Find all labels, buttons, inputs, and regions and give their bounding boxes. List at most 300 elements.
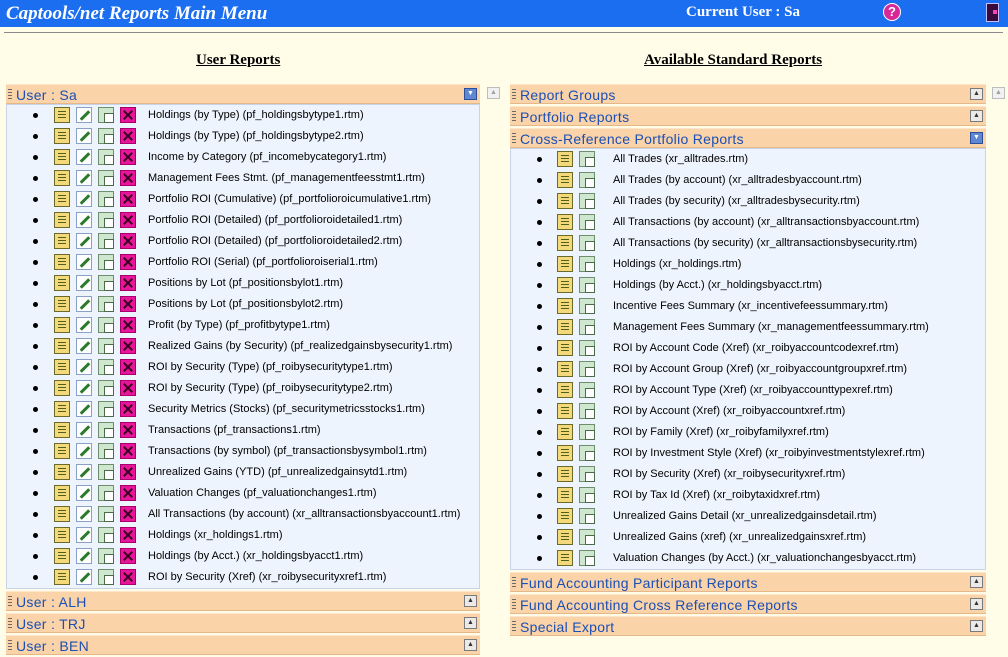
copy-report-icon[interactable] bbox=[98, 296, 114, 312]
report-row bbox=[511, 380, 985, 401]
view-report-icon[interactable] bbox=[54, 380, 70, 396]
edit-report-icon[interactable] bbox=[76, 296, 92, 312]
drag-grip-icon[interactable] bbox=[512, 89, 516, 100]
view-report-icon[interactable] bbox=[557, 529, 573, 545]
report-row bbox=[7, 336, 479, 357]
expand-toggle-icon[interactable]: ▲ bbox=[464, 639, 477, 651]
copy-report-icon[interactable] bbox=[98, 485, 114, 501]
view-report-icon[interactable] bbox=[557, 487, 573, 503]
bullet-icon bbox=[33, 449, 38, 454]
report-link[interactable]: ROI by Family (Xref) (xr_roibyfamilyxref.rtm) bbox=[613, 426, 829, 438]
bullet-icon bbox=[33, 407, 38, 412]
report-link[interactable]: Profit (by Type) (pf_profitbytype1.rtm) bbox=[148, 319, 330, 331]
view-report-icon[interactable] bbox=[54, 485, 70, 501]
edit-report-icon[interactable] bbox=[76, 359, 92, 375]
report-link[interactable]: ROI by Investment Style (Xref) (xr_roibyinvestmentstylexref.rtm) bbox=[613, 447, 925, 459]
view-report-icon[interactable] bbox=[54, 128, 70, 144]
bullet-icon bbox=[537, 199, 542, 204]
bullet-icon bbox=[537, 514, 542, 519]
report-link[interactable]: ROI by Security (Xref) (xr_roibysecurityxref.rtm) bbox=[613, 468, 846, 480]
delete-report-icon[interactable] bbox=[120, 233, 136, 249]
edit-report-icon[interactable] bbox=[76, 485, 92, 501]
view-report-icon[interactable] bbox=[54, 317, 70, 333]
view-report-icon[interactable] bbox=[557, 214, 573, 230]
report-link[interactable]: Realized Gains (by Security) (pf_realizedgainsbysecurity1.rtm) bbox=[148, 340, 453, 352]
app-title: Captools/net Reports Main Menu bbox=[6, 3, 268, 24]
view-report-icon[interactable] bbox=[54, 359, 70, 375]
copy-report-icon[interactable] bbox=[98, 128, 114, 144]
report-row bbox=[7, 357, 479, 378]
bullet-icon bbox=[33, 218, 38, 223]
view-report-icon[interactable] bbox=[557, 319, 573, 335]
edit-report-icon[interactable] bbox=[76, 443, 92, 459]
drag-grip-icon[interactable] bbox=[512, 133, 516, 144]
report-row bbox=[7, 147, 479, 168]
report-link[interactable]: All Trades (by security) (xr_alltradesbysecurity.rtm) bbox=[613, 195, 860, 207]
report-link[interactable]: Holdings (xr_holdings.rtm) bbox=[613, 258, 742, 270]
delete-report-icon[interactable] bbox=[120, 149, 136, 165]
view-report-icon[interactable] bbox=[557, 340, 573, 356]
expand-toggle-icon[interactable]: ▲ bbox=[970, 88, 983, 100]
copy-report-icon[interactable] bbox=[98, 506, 114, 522]
report-list bbox=[6, 104, 480, 589]
bullet-icon bbox=[33, 239, 38, 244]
report-link[interactable]: Valuation Changes (pf_valuationchanges1.rtm) bbox=[148, 487, 377, 499]
report-link[interactable]: Positions by Lot (pf_positionsbylot2.rtm) bbox=[148, 298, 344, 310]
report-link[interactable]: Security Metrics (Stocks) (pf_securitymetricsstocks1.rtm) bbox=[148, 403, 425, 415]
copy-report-icon[interactable] bbox=[98, 275, 114, 291]
delete-report-icon[interactable] bbox=[120, 359, 136, 375]
drag-grip-icon[interactable] bbox=[8, 596, 12, 607]
copy-report-icon[interactable] bbox=[579, 193, 595, 209]
report-link[interactable]: Holdings (by Acct.) (xr_holdingsbyacct1.rtm) bbox=[148, 550, 364, 562]
bullet-icon bbox=[537, 409, 542, 414]
report-link[interactable]: Portfolio ROI (Detailed) (pf_portfolioroidetailed1.rtm) bbox=[148, 214, 403, 226]
group-label[interactable]: Special Export bbox=[520, 619, 615, 635]
bullet-icon bbox=[33, 260, 38, 265]
view-report-icon[interactable] bbox=[54, 443, 70, 459]
report-link[interactable]: Holdings (by Type) (pf_holdingsbytype2.rtm) bbox=[148, 130, 364, 142]
view-report-icon[interactable] bbox=[557, 172, 573, 188]
view-report-icon[interactable] bbox=[54, 107, 70, 123]
delete-report-icon[interactable] bbox=[120, 569, 136, 585]
drag-grip-icon[interactable] bbox=[512, 621, 516, 632]
view-report-icon[interactable] bbox=[54, 569, 70, 585]
edit-report-icon[interactable] bbox=[76, 191, 92, 207]
bullet-icon bbox=[33, 302, 38, 307]
edit-report-icon[interactable] bbox=[76, 233, 92, 249]
copy-report-icon[interactable] bbox=[98, 527, 114, 543]
copy-report-icon[interactable] bbox=[579, 382, 595, 398]
view-report-icon[interactable] bbox=[54, 212, 70, 228]
report-row bbox=[511, 527, 985, 548]
bullet-icon bbox=[537, 346, 542, 351]
report-row bbox=[7, 441, 479, 462]
view-report-icon[interactable] bbox=[557, 466, 573, 482]
bullet-icon bbox=[537, 283, 542, 288]
delete-report-icon[interactable] bbox=[120, 128, 136, 144]
view-report-icon[interactable] bbox=[557, 424, 573, 440]
report-link[interactable]: ROI by Tax Id (Xref) (xr_roibytaxidxref.rtm) bbox=[613, 489, 821, 501]
report-link[interactable]: ROI by Security (Type) (pf_roibysecuritytype1.rtm) bbox=[148, 361, 393, 373]
group-bar-portfolio-reports[interactable] bbox=[510, 106, 986, 126]
report-row bbox=[511, 443, 985, 464]
bullet-icon bbox=[537, 157, 542, 162]
copy-report-icon[interactable] bbox=[579, 424, 595, 440]
edit-report-icon[interactable] bbox=[76, 380, 92, 396]
bullet-icon bbox=[33, 155, 38, 160]
report-link[interactable]: ROI by Account (Xref) (xr_roibyaccountxref.rtm) bbox=[613, 405, 846, 417]
view-report-icon[interactable] bbox=[54, 275, 70, 291]
report-link[interactable]: Positions by Lot (pf_positionsbylot1.rtm) bbox=[148, 277, 344, 289]
view-report-icon[interactable] bbox=[54, 233, 70, 249]
view-report-icon[interactable] bbox=[54, 506, 70, 522]
delete-report-icon[interactable] bbox=[120, 107, 136, 123]
report-row bbox=[511, 506, 985, 527]
delete-report-icon[interactable] bbox=[120, 548, 136, 564]
delete-report-icon[interactable] bbox=[120, 338, 136, 354]
edit-report-icon[interactable] bbox=[76, 401, 92, 417]
expand-toggle-icon[interactable]: ▲ bbox=[970, 620, 983, 632]
bullet-icon bbox=[33, 197, 38, 202]
expand-toggle-icon[interactable]: ▲ bbox=[970, 110, 983, 122]
report-link[interactable]: Incentive Fees Summary (xr_incentivefeessummary.rtm) bbox=[613, 300, 888, 312]
report-link[interactable]: ROI by Security (Type) (pf_roibysecuritytype2.rtm) bbox=[148, 382, 393, 394]
bullet-icon bbox=[537, 304, 542, 309]
copy-report-icon[interactable] bbox=[579, 487, 595, 503]
view-report-icon[interactable] bbox=[54, 191, 70, 207]
bullet-icon bbox=[33, 512, 38, 517]
view-report-icon[interactable] bbox=[557, 361, 573, 377]
delete-report-icon[interactable] bbox=[120, 380, 136, 396]
report-row bbox=[7, 504, 479, 525]
copy-report-icon[interactable] bbox=[579, 508, 595, 524]
copy-report-icon[interactable] bbox=[579, 340, 595, 356]
delete-report-icon[interactable] bbox=[120, 443, 136, 459]
view-report-icon[interactable] bbox=[54, 422, 70, 438]
group-label[interactable]: Fund Accounting Cross Reference Reports bbox=[520, 597, 798, 613]
drag-grip-icon[interactable] bbox=[8, 618, 12, 629]
collapse-toggle-icon[interactable]: ▼ bbox=[464, 88, 477, 100]
report-row bbox=[7, 315, 479, 336]
report-row bbox=[511, 359, 985, 380]
edit-report-icon[interactable] bbox=[76, 569, 92, 585]
group-label[interactable]: Report Groups bbox=[520, 87, 616, 103]
user-reports-heading: User Reports bbox=[196, 52, 281, 68]
copy-report-icon[interactable] bbox=[98, 149, 114, 165]
copy-report-icon[interactable] bbox=[98, 443, 114, 459]
report-link[interactable]: All Transactions (by security) (xr_alltransactionsbysecurity.rtm) bbox=[613, 237, 918, 249]
exit-icon[interactable] bbox=[986, 3, 999, 22]
expand-toggle-icon[interactable]: ▲ bbox=[464, 595, 477, 607]
view-report-icon[interactable] bbox=[557, 277, 573, 293]
bullet-icon bbox=[537, 367, 542, 372]
edit-report-icon[interactable] bbox=[76, 107, 92, 123]
group-label[interactable]: Fund Accounting Participant Reports bbox=[520, 575, 758, 591]
bullet-icon bbox=[33, 281, 38, 286]
report-row bbox=[511, 548, 985, 569]
group-label[interactable]: User : BEN bbox=[16, 638, 90, 654]
view-report-icon[interactable] bbox=[557, 550, 573, 566]
drag-grip-icon[interactable] bbox=[512, 577, 516, 588]
edit-report-icon[interactable] bbox=[76, 212, 92, 228]
copy-report-icon[interactable] bbox=[579, 466, 595, 482]
delete-report-icon[interactable] bbox=[120, 464, 136, 480]
title-bar bbox=[0, 0, 1008, 27]
report-row bbox=[7, 189, 479, 210]
report-link[interactable]: Holdings (by Type) (pf_holdingsbytype1.rtm) bbox=[148, 109, 364, 121]
report-list bbox=[510, 148, 986, 570]
edit-report-icon[interactable] bbox=[76, 422, 92, 438]
copy-report-icon[interactable] bbox=[98, 569, 114, 585]
report-row bbox=[7, 483, 479, 504]
group-label[interactable]: User : ALH bbox=[16, 594, 87, 610]
report-link[interactable]: All Trades (xr_alltrades.rtm) bbox=[613, 153, 749, 165]
delete-report-icon[interactable] bbox=[120, 485, 136, 501]
report-row bbox=[7, 567, 479, 588]
report-row bbox=[7, 231, 479, 252]
drag-grip-icon[interactable] bbox=[8, 640, 12, 651]
help-icon[interactable]: ? bbox=[883, 3, 901, 21]
edit-report-icon[interactable] bbox=[76, 338, 92, 354]
copy-report-icon[interactable] bbox=[98, 359, 114, 375]
report-row bbox=[511, 275, 985, 296]
report-link[interactable]: Management Fees Summary (xr_managementfeessummary.rtm) bbox=[613, 321, 929, 333]
copy-report-icon[interactable] bbox=[579, 361, 595, 377]
expand-toggle-icon[interactable]: ▲ bbox=[970, 576, 983, 588]
group-bar-user-sa[interactable] bbox=[6, 84, 480, 104]
bullet-icon bbox=[33, 533, 38, 538]
view-report-icon[interactable] bbox=[54, 527, 70, 543]
user-reports-panel bbox=[6, 84, 480, 657]
bullet-icon bbox=[537, 430, 542, 435]
standard-reports-panel bbox=[510, 84, 986, 638]
bullet-icon bbox=[33, 470, 38, 475]
bullet-icon bbox=[537, 178, 542, 183]
report-link[interactable]: Transactions (by symbol) (pf_transactionsbysymbol1.rtm) bbox=[148, 445, 427, 457]
group-bar-report-groups[interactable] bbox=[510, 84, 986, 104]
report-row bbox=[7, 378, 479, 399]
delete-report-icon[interactable] bbox=[120, 506, 136, 522]
delete-report-icon[interactable] bbox=[120, 212, 136, 228]
copy-report-icon[interactable] bbox=[579, 529, 595, 545]
report-link[interactable]: ROI by Account Group (Xref) (xr_roibyaccountgroupxref.rtm) bbox=[613, 363, 908, 375]
copy-report-icon[interactable] bbox=[98, 548, 114, 564]
group-label[interactable]: Cross-Reference Portfolio Reports bbox=[520, 131, 744, 147]
drag-grip-icon[interactable] bbox=[512, 111, 516, 122]
copy-report-icon[interactable] bbox=[579, 319, 595, 335]
delete-report-icon[interactable] bbox=[120, 191, 136, 207]
report-row bbox=[7, 273, 479, 294]
group-label[interactable]: Portfolio Reports bbox=[520, 109, 630, 125]
copy-report-icon[interactable] bbox=[98, 380, 114, 396]
group-label[interactable]: User : Sa bbox=[16, 87, 78, 103]
report-link[interactable]: Portfolio ROI (Detailed) (pf_portfolioroidetailed2.rtm) bbox=[148, 235, 403, 247]
copy-report-icon[interactable] bbox=[98, 254, 114, 270]
left-scroll-up-button[interactable]: ▲ bbox=[487, 87, 500, 99]
report-link[interactable]: Unrealized Gains (YTD) (pf_unrealizedgainsytd1.rtm) bbox=[148, 466, 408, 478]
group-bar-special-export[interactable] bbox=[510, 616, 986, 636]
copy-report-icon[interactable] bbox=[98, 317, 114, 333]
view-report-icon[interactable] bbox=[557, 151, 573, 167]
edit-report-icon[interactable] bbox=[76, 527, 92, 543]
copy-report-icon[interactable] bbox=[98, 401, 114, 417]
bullet-icon bbox=[33, 323, 38, 328]
delete-report-icon[interactable] bbox=[120, 254, 136, 270]
copy-report-icon[interactable] bbox=[579, 445, 595, 461]
copy-report-icon[interactable] bbox=[98, 170, 114, 186]
group-bar-user-alh[interactable] bbox=[6, 591, 480, 611]
report-link[interactable]: Unrealized Gains (xref) (xr_unrealizedgainsxref.rtm) bbox=[613, 531, 867, 543]
group-bar-cross-reference-portfolio-reports[interactable] bbox=[510, 128, 986, 148]
report-row bbox=[511, 401, 985, 422]
bullet-icon bbox=[33, 176, 38, 181]
report-row bbox=[7, 399, 479, 420]
copy-report-icon[interactable] bbox=[98, 212, 114, 228]
delete-report-icon[interactable] bbox=[120, 170, 136, 186]
copy-report-icon[interactable] bbox=[98, 191, 114, 207]
report-row bbox=[7, 420, 479, 441]
copy-report-icon[interactable] bbox=[579, 214, 595, 230]
group-bar-fund-accounting-participant-reports[interactable] bbox=[510, 572, 986, 592]
report-link[interactable]: ROI by Account Type (Xref) (xr_roibyaccounttypexref.rtm) bbox=[613, 384, 893, 396]
view-report-icon[interactable] bbox=[54, 338, 70, 354]
copy-report-icon[interactable] bbox=[98, 422, 114, 438]
view-report-icon[interactable] bbox=[54, 548, 70, 564]
bullet-icon bbox=[537, 472, 542, 477]
standard-reports-heading: Available Standard Reports bbox=[644, 52, 823, 68]
view-report-icon[interactable] bbox=[557, 403, 573, 419]
edit-report-icon[interactable] bbox=[76, 128, 92, 144]
report-link[interactable]: Valuation Changes (by Acct.) (xr_valuationchangesbyacct.rtm) bbox=[613, 552, 917, 564]
view-report-icon[interactable] bbox=[54, 170, 70, 186]
edit-report-icon[interactable] bbox=[76, 506, 92, 522]
report-link[interactable]: Management Fees Stmt. (pf_managementfeesstmt1.rtm) bbox=[148, 172, 425, 184]
view-report-icon[interactable] bbox=[54, 149, 70, 165]
expand-toggle-icon[interactable]: ▲ bbox=[464, 617, 477, 629]
copy-report-icon[interactable] bbox=[98, 233, 114, 249]
copy-report-icon[interactable] bbox=[98, 338, 114, 354]
report-link[interactable]: Holdings (xr_holdings1.rtm) bbox=[148, 529, 283, 541]
report-link[interactable]: ROI by Security (Xref) (xr_roibysecurityxref1.rtm) bbox=[148, 571, 387, 583]
report-row bbox=[511, 464, 985, 485]
report-row bbox=[511, 317, 985, 338]
view-report-icon[interactable] bbox=[557, 382, 573, 398]
report-link[interactable]: Portfolio ROI (Serial) (pf_portfolioroiserial1.rtm) bbox=[148, 256, 378, 268]
copy-report-icon[interactable] bbox=[579, 235, 595, 251]
copy-report-icon[interactable] bbox=[579, 256, 595, 272]
group-bar-fund-accounting-cross-reference-reports[interactable] bbox=[510, 594, 986, 614]
report-link[interactable]: Holdings (by Acct.) (xr_holdingsbyacct.rtm) bbox=[613, 279, 823, 291]
view-report-icon[interactable] bbox=[54, 464, 70, 480]
report-row bbox=[7, 546, 479, 567]
drag-grip-icon[interactable] bbox=[8, 89, 12, 100]
copy-report-icon[interactable] bbox=[579, 277, 595, 293]
report-link[interactable]: ROI by Account Code (Xref) (xr_roibyaccountcodexref.rtm) bbox=[613, 342, 899, 354]
report-row bbox=[511, 422, 985, 443]
copy-report-icon[interactable] bbox=[98, 107, 114, 123]
bullet-icon bbox=[33, 344, 38, 349]
view-report-icon[interactable] bbox=[54, 296, 70, 312]
copy-report-icon[interactable] bbox=[579, 403, 595, 419]
report-link[interactable]: Unrealized Gains Detail (xr_unrealizedgainsdetail.rtm) bbox=[613, 510, 877, 522]
copy-report-icon[interactable] bbox=[579, 298, 595, 314]
report-row bbox=[511, 296, 985, 317]
report-link[interactable]: All Transactions (by account) (xr_alltransactionsbyaccount.rtm) bbox=[613, 216, 920, 228]
group-bar-user-trj[interactable] bbox=[6, 613, 480, 633]
report-link[interactable]: Portfolio ROI (Cumulative) (pf_portfolioroicumulative1.rtm) bbox=[148, 193, 432, 205]
report-link[interactable]: Transactions (pf_transactions1.rtm) bbox=[148, 424, 321, 436]
delete-report-icon[interactable] bbox=[120, 422, 136, 438]
bullet-icon bbox=[33, 134, 38, 139]
view-report-icon[interactable] bbox=[557, 235, 573, 251]
bullet-icon bbox=[537, 556, 542, 561]
delete-report-icon[interactable] bbox=[120, 296, 136, 312]
view-report-icon[interactable] bbox=[557, 193, 573, 209]
report-row bbox=[511, 485, 985, 506]
bullet-icon bbox=[33, 113, 38, 118]
view-report-icon[interactable] bbox=[557, 508, 573, 524]
group-label[interactable]: User : TRJ bbox=[16, 616, 86, 632]
bullet-icon bbox=[33, 386, 38, 391]
edit-report-icon[interactable] bbox=[76, 548, 92, 564]
edit-report-icon[interactable] bbox=[76, 464, 92, 480]
bullet-icon bbox=[537, 388, 542, 393]
view-report-icon[interactable] bbox=[557, 445, 573, 461]
bullet-icon bbox=[537, 535, 542, 540]
copy-report-icon[interactable] bbox=[98, 464, 114, 480]
bullet-icon bbox=[537, 451, 542, 456]
copy-report-icon[interactable] bbox=[579, 172, 595, 188]
bullet-icon bbox=[537, 493, 542, 498]
edit-report-icon[interactable] bbox=[76, 170, 92, 186]
report-link[interactable]: Income by Category (pf_incomebycategory1.rtm) bbox=[148, 151, 387, 163]
report-row bbox=[511, 233, 985, 254]
header-divider bbox=[4, 32, 1003, 33]
view-report-icon[interactable] bbox=[54, 254, 70, 270]
view-report-icon[interactable] bbox=[54, 401, 70, 417]
report-link[interactable]: All Trades (by account) (xr_alltradesbyaccount.rtm) bbox=[613, 174, 862, 186]
bullet-icon bbox=[33, 365, 38, 370]
copy-report-icon[interactable] bbox=[579, 151, 595, 167]
edit-report-icon[interactable] bbox=[76, 254, 92, 270]
edit-report-icon[interactable] bbox=[76, 275, 92, 291]
bullet-icon bbox=[537, 220, 542, 225]
bullet-icon bbox=[537, 262, 542, 267]
edit-report-icon[interactable] bbox=[76, 149, 92, 165]
report-row bbox=[7, 210, 479, 231]
group-bar-user-ben[interactable] bbox=[6, 635, 480, 655]
report-row bbox=[7, 525, 479, 546]
bullet-icon bbox=[537, 325, 542, 330]
view-report-icon[interactable] bbox=[557, 298, 573, 314]
edit-report-icon[interactable] bbox=[76, 317, 92, 333]
report-row bbox=[511, 170, 985, 191]
right-scroll-up-button[interactable]: ▲ bbox=[992, 87, 1005, 99]
copy-report-icon[interactable] bbox=[579, 550, 595, 566]
view-report-icon[interactable] bbox=[557, 256, 573, 272]
report-row bbox=[511, 149, 985, 170]
report-link[interactable]: All Transactions (by account) (xr_alltransactionsbyaccount1.rtm) bbox=[148, 508, 461, 520]
delete-report-icon[interactable] bbox=[120, 317, 136, 333]
delete-report-icon[interactable] bbox=[120, 527, 136, 543]
collapse-toggle-icon[interactable]: ▼ bbox=[970, 132, 983, 144]
report-row bbox=[511, 191, 985, 212]
drag-grip-icon[interactable] bbox=[512, 599, 516, 610]
expand-toggle-icon[interactable]: ▲ bbox=[970, 598, 983, 610]
delete-report-icon[interactable] bbox=[120, 401, 136, 417]
delete-report-icon[interactable] bbox=[120, 275, 136, 291]
